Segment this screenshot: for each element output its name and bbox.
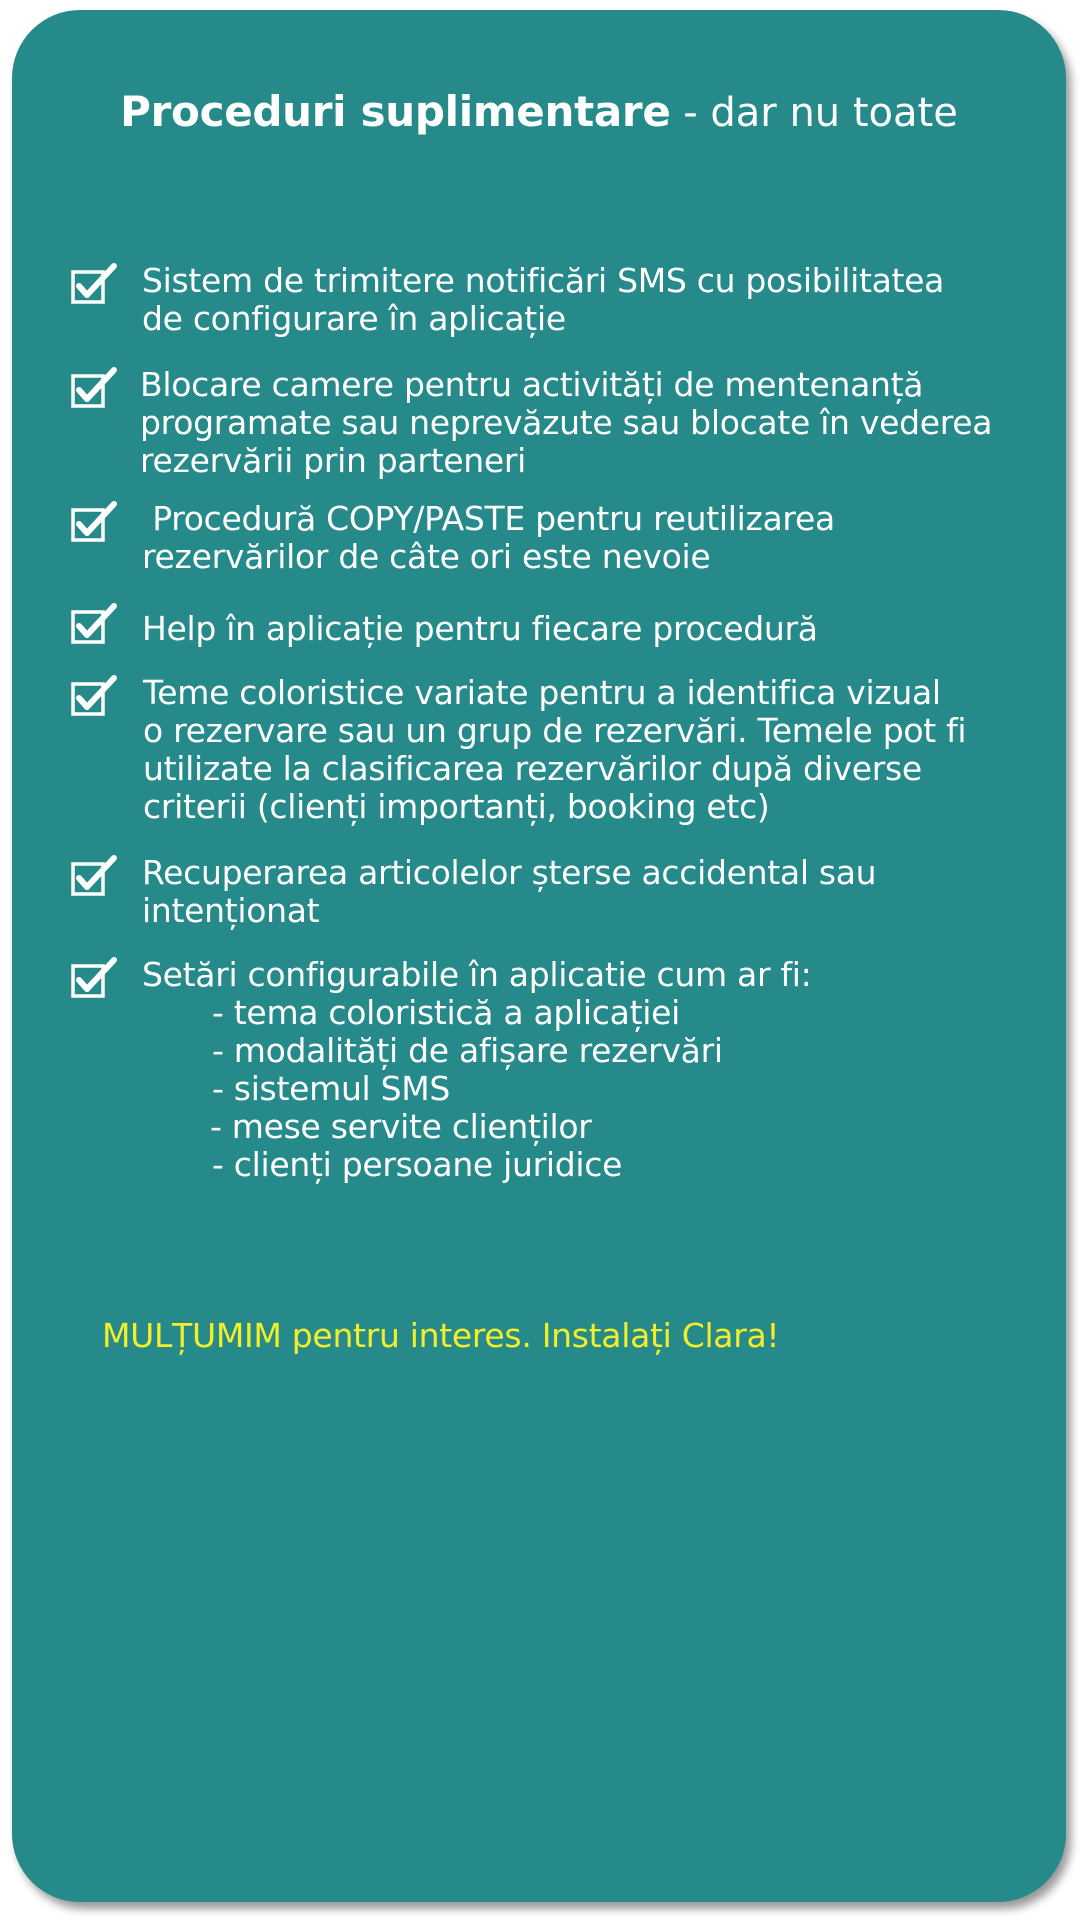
settings-list [212, 994, 723, 1184]
feature-text: Procedură COPY/PASTE pentru reutilizarea rezervărilor de câte ori este nevoie [142, 499, 835, 576]
content-card [12, 10, 1066, 1902]
feature-text: Sistem de trimitere notificări SMS cu posibilitatea de configurare în aplicație [142, 261, 945, 338]
thanks-message: MULȚUMIM pentru interes. Instalați Clara! [102, 1316, 780, 1355]
title-subtitle: - dar nu toate [670, 90, 958, 136]
checkbox-checked-icon [70, 366, 120, 410]
feature-text: Teme coloristice variate pentru a identifica vizual o rezervare sau un grup de rezervări. Temele pot fi utilizate la clasificarea rezervărilor după diverse criterii (clienți importanți, booking etc) [143, 673, 967, 826]
feature-text: Recuperarea articolelor șterse accidental sau intenționat [142, 853, 877, 930]
checkbox-checked-icon [70, 602, 120, 646]
checkbox-checked-icon [70, 854, 120, 898]
feature-text: Blocare camere pentru activități de mentenanță programate sau neprevăzute sau blocate în vederea rezervării prin parteneri [140, 365, 993, 480]
feature-text: Help în aplicație pentru fiecare procedură [142, 609, 818, 648]
settings-list-item: - sistemul SMS [212, 1069, 451, 1108]
settings-list-item: - clienți persoane juridice [212, 1145, 623, 1184]
checkbox-checked-icon [70, 262, 120, 306]
checkbox-checked-icon [70, 674, 120, 718]
checkbox-checked-icon [70, 956, 120, 1000]
settings-list-item: - tema coloristică a aplicației [212, 993, 680, 1032]
feature-text: Setări configurabile în aplicatie cum ar fi: [142, 955, 812, 994]
page-title [12, 84, 1066, 141]
title-bold: Proceduri suplimentare [120, 87, 671, 136]
settings-list-item: - mese servite clienților [210, 1107, 592, 1146]
settings-list-item: - modalități de afișare rezervări [212, 1031, 723, 1070]
checkbox-checked-icon [70, 500, 120, 544]
